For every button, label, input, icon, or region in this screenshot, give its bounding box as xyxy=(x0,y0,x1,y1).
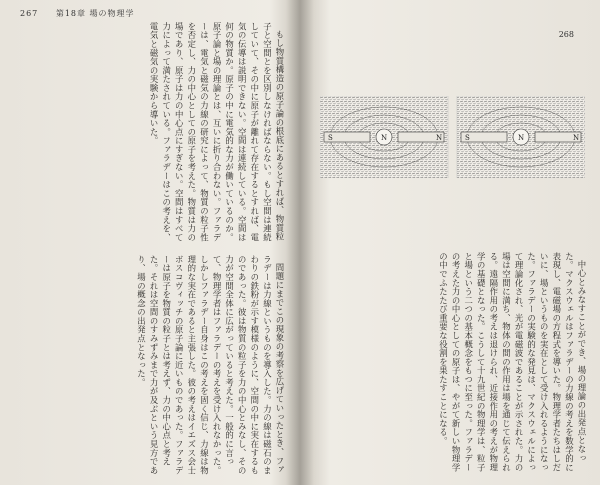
figure-panel-left xyxy=(320,96,448,178)
book-gutter xyxy=(286,0,314,485)
figure-panel-right xyxy=(457,96,585,178)
pole-label: S xyxy=(465,134,470,142)
paragraph: 中心とみなすことができ、場の理論の出発点となった。マクスウェルはファラデーの力線の考えを数学的に表現し、電磁場の方程式を導いた。物理学者たちはしだいに、場というものを実在として受け入れるようになった。ファラデーの実験的な発見は、マクスウェルによって理論化され、光が電磁波であることが示された。力の場は空間に満ち、物体の間の作用は場を通じて伝えられる。遠隔作用の考えは退けられ、近接作用の考えが物理学の基礎となった。こうして十九世紀の物理学は、粒子と場という二つの基本概念をもつに至った。ファラデーの考えた力の中心としての原子は、やがて新しい物理学の中でふたたび重要な役割を果たすことになる。 xyxy=(438,252,587,472)
running-header xyxy=(20,8,135,19)
pole-label: N xyxy=(436,134,443,142)
paragraph: 問題にまでこの現象の考察を広げていったとき、ファラデーは力線というものを導入した。力の線は磁石のまわりの鉄粉が示す模様のように、空間の中に実在するものであった。彼は物質の粒子を力の中心とみなし、その力が空間全体に広がっていると考えた。一般的に言って、物理学者はファラデーの考えを受け入れなかった。しかしファラデー自身はこの考えを固く信じ、力線は物理的な実在であると主張した。彼の考えはイエズス会士ボスコヴィッチの原子論に近いものであった。ファラデーは原子を物質の粒子とは考えず、力の中心点と考えた。それは空間のすみずみまで力が及ぶという見方であり、場の概念の出発点となった。 xyxy=(136,255,285,475)
body-text-bottom xyxy=(18,255,286,477)
field-lines-illustration xyxy=(320,96,585,178)
page-number: 268 xyxy=(558,30,574,39)
pole-label: S xyxy=(328,134,333,142)
pole-label: N xyxy=(381,134,388,142)
body-text-top xyxy=(18,22,286,245)
body-text-bottom xyxy=(312,252,588,478)
page-number: 267 xyxy=(20,9,39,18)
chapter-title: 第18章 場の物理学 xyxy=(55,9,135,18)
magnetic-field-figure xyxy=(320,96,585,178)
left-page xyxy=(0,0,298,485)
pole-label: N xyxy=(518,134,525,142)
right-page xyxy=(302,0,600,485)
paragraph: もし物質構造の原子論の根底にあるとすれば、物質粒子と空間とを区別しなければならない。もし空間は連続していて、その中に原子が離れて存在するとすれば、電気の伝導は説明できない。空間は連続している。空間は何の物質か。原子の中に電気的な力が働いているのか。原子論と場の理論とは、互いに折り合わない。ファラデーは、電気と磁気の力線の研究によって、物質の粒子性を否定し、力の中心としての原子を考えた。物質は力の場であり、原子は力の中心点にすぎない。空間はすべて力によって満たされている。ファラデーはこの考えを、電気と磁気の実験から導いた。 xyxy=(149,22,285,242)
pole-label: N xyxy=(573,134,580,142)
